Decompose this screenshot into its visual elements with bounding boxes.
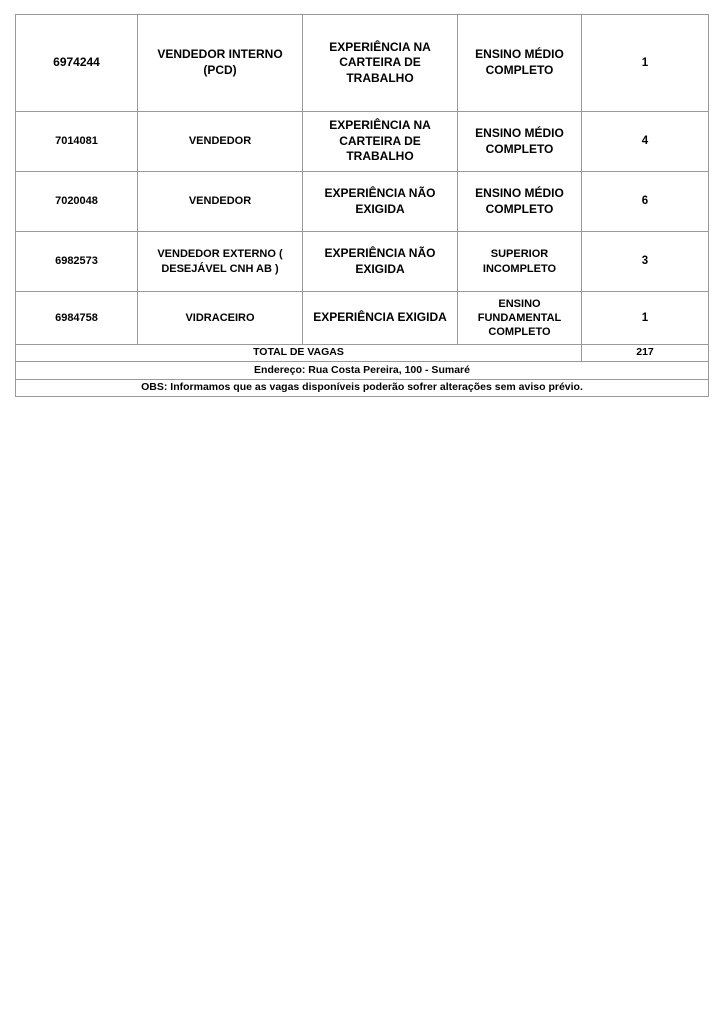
experience-cell: EXPERIÊNCIA NA CARTEIRA DE TRABALHO [303,112,458,172]
note-text: OBS: Informamos que as vagas disponíveis poderão sofrer alterações sem aviso prévio. [16,380,709,397]
experience-cell: EXPERIÊNCIA NA CARTEIRA DE TRABALHO [303,15,458,112]
job-role-cell: VENDEDOR EXTERNO ( DESEJÁVEL CNH AB ) [138,232,303,292]
table-row [16,112,709,172]
job-code-cell: 6984758 [16,292,138,345]
address-text: Endereço: Rua Costa Pereira, 100 - Sumaré [16,362,709,380]
job-code-cell: 6974244 [16,15,138,112]
job-vacancies-sheet [15,14,708,397]
education-cell: ENSINO MÉDIO COMPLETO [458,172,582,232]
education-cell: SUPERIOR INCOMPLETO [458,232,582,292]
job-role-cell: VENDEDOR [138,172,303,232]
education-cell: ENSINO MÉDIO COMPLETO [458,112,582,172]
experience-cell: EXPERIÊNCIA NÃO EXIGIDA [303,172,458,232]
experience-cell: EXPERIÊNCIA NÃO EXIGIDA [303,232,458,292]
education-cell: ENSINO FUNDAMENTAL COMPLETO [458,292,582,345]
job-role-cell: VENDEDOR INTERNO (PCD) [138,15,303,112]
job-role-cell: VENDEDOR [138,112,303,172]
table-row [16,232,709,292]
table-row [16,172,709,232]
table-row [16,15,709,112]
vacancies-cell: 4 [582,112,709,172]
vacancies-cell: 3 [582,232,709,292]
total-row [16,345,709,362]
vacancies-cell: 1 [582,15,709,112]
total-value: 217 [582,345,709,362]
job-vacancies-table [15,14,709,397]
vacancies-cell: 1 [582,292,709,345]
experience-cell: EXPERIÊNCIA EXIGIDA [303,292,458,345]
total-label: TOTAL DE VAGAS [16,345,582,362]
address-row [16,362,709,380]
job-code-cell: 7020048 [16,172,138,232]
education-cell: ENSINO MÉDIO COMPLETO [458,15,582,112]
note-row [16,380,709,397]
job-code-cell: 6982573 [16,232,138,292]
vacancies-cell: 6 [582,172,709,232]
table-row [16,292,709,345]
job-code-cell: 7014081 [16,112,138,172]
job-role-cell: VIDRACEIRO [138,292,303,345]
